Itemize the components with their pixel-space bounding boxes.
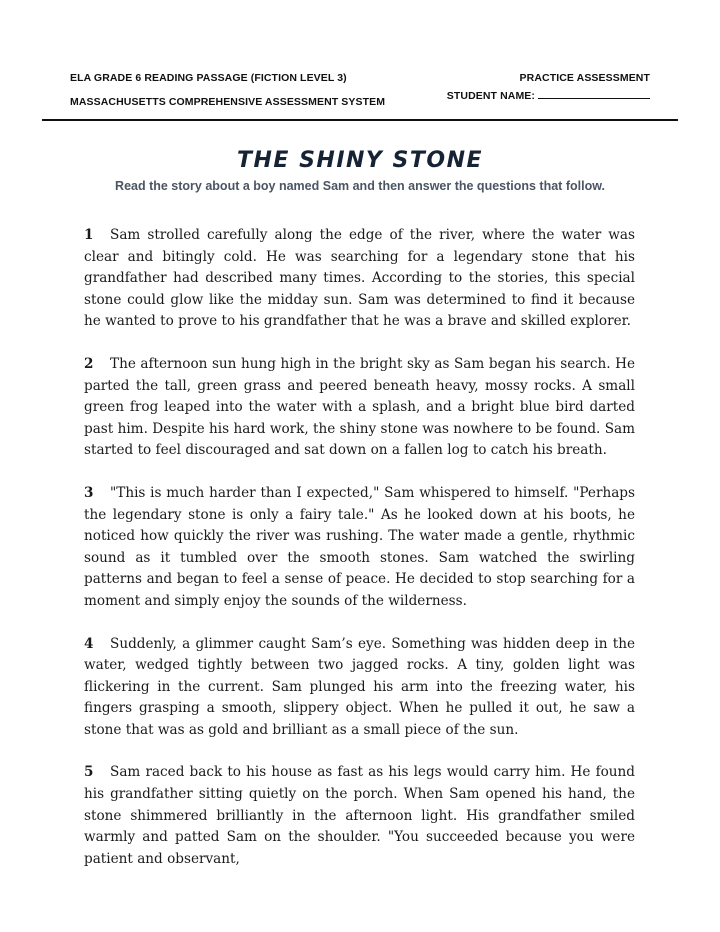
paragraph-text: Sam raced back to his house as fast as his legs would carry him. He found his grandfather sitting quietly on the porch. When Sam opened his hand, the stone shimmered brilliantly in the afternoon light. His grandfather smiled warmly and patted Sam on the shoulder. "You succeeded because you were patient and observant, <box>84 764 635 867</box>
paragraph-3 <box>84 483 635 613</box>
paragraph-number: 2 <box>84 355 94 372</box>
paragraph-number: 4 <box>84 635 94 652</box>
story-instructions: Read the story about a boy named Sam and then answer the questions that follow. <box>115 179 605 193</box>
paragraph-1 <box>84 225 635 333</box>
story-title: THE SHINY STONE <box>236 148 484 173</box>
paragraph-4 <box>84 634 635 742</box>
paragraph-5 <box>84 762 635 870</box>
student-name-field[interactable] <box>538 89 650 99</box>
paragraph-number: 3 <box>84 484 94 501</box>
paragraph-2 <box>84 354 635 462</box>
grade-passage-label: ELA GRADE 6 READING PASSAGE (FICTION LEVEL 3) <box>70 72 347 84</box>
paragraph-text: "This is much harder than I expected," Sam whispered to himself. "Perhaps the legendary stone is only a fairy tale." As he looked down at his boots, he noticed how quickly the river was rushing. The water made a gentle, rhythmic sound as it tumbled over the smooth stones. Sam watched the swirling patterns and began to feel a sense of peace. He decided to stop searching for a moment and simply enjoy the sounds of the wilderness. <box>84 484 635 609</box>
paragraph-text: Suddenly, a glimmer caught Sam’s eye. Something was hidden deep in the water, wedged tightly between two jagged rocks. A tiny, golden light was flickering in the current. Sam plunged his arm into the freezing water, his fingers grasping a smooth, slippery object. When he pulled it out, he saw a stone that was as gold and brilliant as a small piece of the sun. <box>84 635 635 738</box>
paragraph-text: The afternoon sun hung high in the bright sky as Sam began his search. He parted the tall, green grass and peered beneath heavy, mossy rocks. A small green frog leaped into the water with a splash, and a bright blue bird darted past him. Despite his hard work, the shiny stone was nowhere to be found. Sam started to feel discouraged and sat down on a fallen log to catch his breath. <box>84 355 635 459</box>
story-body <box>84 225 635 891</box>
paragraph-number: 1 <box>84 227 94 243</box>
header-right <box>447 70 650 104</box>
practice-assessment-label: PRACTICE ASSESSMENT <box>519 72 650 84</box>
header-left <box>70 70 385 118</box>
header-divider <box>42 119 678 121</box>
paragraph-text: Sam strolled carefully along the edge of the river, where the water was clear and bitingly cold. He was searching for a legendary stone that his grandfather had described many times. According to the stories, this special stone could glow like the midday sun. Sam was determined to find it because he wanted to prove to his grandfather that he was a brave and skilled explorer. <box>84 227 635 330</box>
paragraph-number: 5 <box>84 764 94 781</box>
student-name-row <box>447 88 650 104</box>
student-name-label: STUDENT NAME: <box>446 90 535 102</box>
assessment-system-label: MASSACHUSETTS COMPREHENSIVE ASSESSMENT SYSTEM <box>70 96 386 108</box>
page-header <box>70 70 650 110</box>
